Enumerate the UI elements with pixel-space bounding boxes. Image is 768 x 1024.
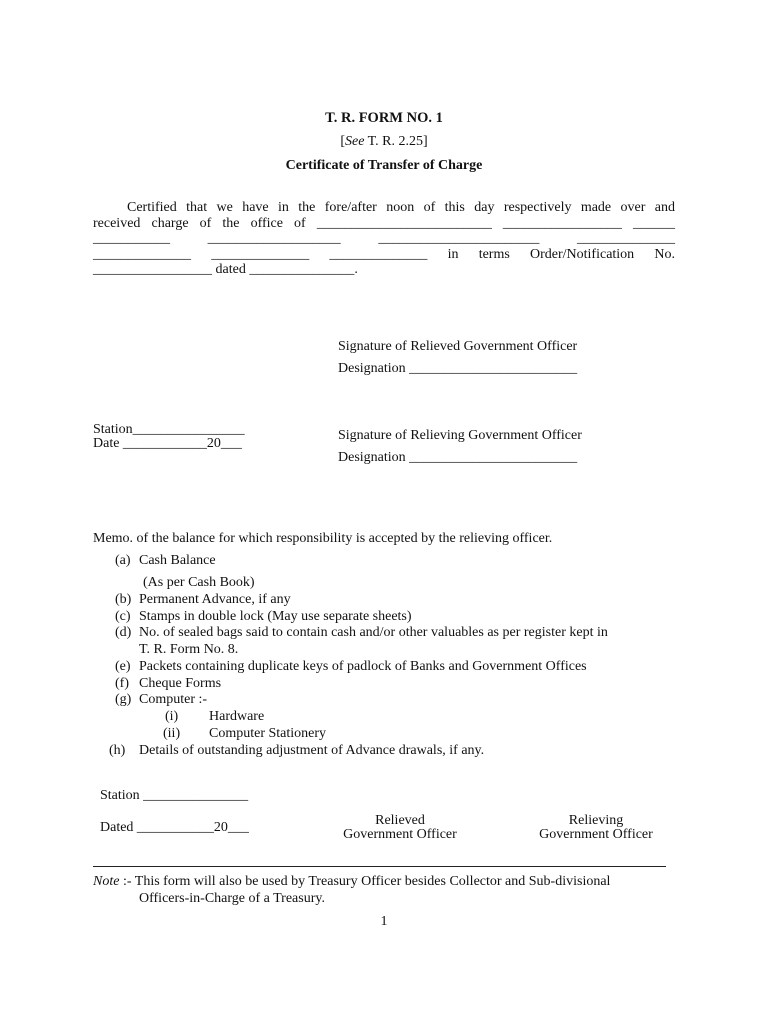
dated-field-2: Dated ___________20___: [100, 820, 249, 835]
memo-item-text: T. R. Form No. 8.: [139, 642, 239, 657]
see-open: [: [340, 134, 345, 149]
note-line-2: Officers-in-Charge of a Treasury.: [139, 891, 325, 906]
memo-subitem-label: (ii): [163, 726, 181, 741]
memo-item-text: Stamps in double lock (May use separate sheets): [139, 609, 412, 624]
memo-item-label: (e): [115, 659, 131, 674]
memo-item-label: (h): [109, 743, 126, 758]
note-text-1: This form will also be used by Treasury Officer besides Collector and Sub-divisional: [134, 874, 611, 889]
memo-subitem-text: Hardware: [209, 709, 265, 724]
relieving-designation-field: Designation ________________________: [338, 450, 578, 465]
memo-item-text: (As per Cash Book): [143, 575, 255, 590]
form-title: T. R. FORM NO. 1: [325, 110, 443, 126]
certificate-line-4: ______________ ______________ ______________ in terms Order/Notification No.: [93, 246, 675, 262]
memo-item-text: Cheque Forms: [139, 676, 222, 691]
memo-subitem-label: (i): [165, 709, 179, 724]
memo-item-text: Packets containing duplicate keys of padlock of Banks and Government Offices: [139, 659, 587, 674]
footnote-separator: [93, 866, 666, 867]
memo-subitem-text: Computer Stationery: [209, 726, 327, 741]
station-field-2: Station _______________: [100, 788, 249, 803]
see-ref: T. R. 2.25]: [364, 134, 428, 149]
station-field-1: Station________________: [93, 422, 245, 437]
note-line-1: [93, 874, 610, 890]
certificate-line-2: received charge of the office of _________________________ _________________ ______: [93, 215, 675, 231]
certificate-title: Certificate of Transfer of Charge: [285, 158, 483, 173]
relieved-signature-label: Signature of Relieved Government Officer: [338, 339, 578, 354]
relieved-caption-line-1: Relieved: [375, 813, 425, 828]
certificate-line-1: Certified that we have in the fore/after noon of this day respectively made over and: [127, 200, 675, 215]
note-separator: :-: [119, 874, 135, 889]
rule-reference: [234, 134, 534, 150]
certificate-line-5: _________________ dated _______________.: [93, 262, 358, 277]
note-label: Note: [93, 874, 120, 889]
memo-item-label: (b): [115, 592, 132, 607]
see-word: See: [344, 134, 365, 149]
memo-heading: Memo. of the balance for which responsibility is accepted by the relieving officer.: [93, 531, 553, 546]
memo-item-text: Cash Balance: [139, 553, 216, 568]
relieved-designation-field: Designation ________________________: [338, 361, 578, 376]
memo-item-text: Computer :-: [139, 692, 208, 707]
memo-item-label: (c): [115, 609, 131, 624]
certificate-line-3: ___________ ___________________ _______________________ ______________: [93, 231, 675, 246]
memo-item-text: No. of sealed bags said to contain cash and/or other valuables as per register kept in: [139, 625, 608, 640]
relieved-caption-line-2: Government Officer: [343, 827, 457, 842]
memo-item-label: (f): [115, 676, 129, 691]
memo-item-text: Permanent Advance, if any: [139, 592, 291, 607]
page-number: 1: [380, 914, 388, 929]
certificate-paragraph: [93, 200, 675, 278]
memo-item-label: (d): [115, 625, 132, 640]
relieving-signature-label: Signature of Relieving Government Officer: [338, 428, 582, 443]
relieving-caption-line-2: Government Officer: [539, 827, 653, 842]
date-field-1: Date ____________20___: [93, 436, 242, 451]
relieving-caption-line-1: Relieving: [568, 813, 624, 828]
memo-item-label: (g): [115, 692, 132, 707]
memo-item-text: Details of outstanding adjustment of Advance drawals, if any.: [139, 743, 485, 758]
memo-item-label: (a): [115, 553, 131, 568]
